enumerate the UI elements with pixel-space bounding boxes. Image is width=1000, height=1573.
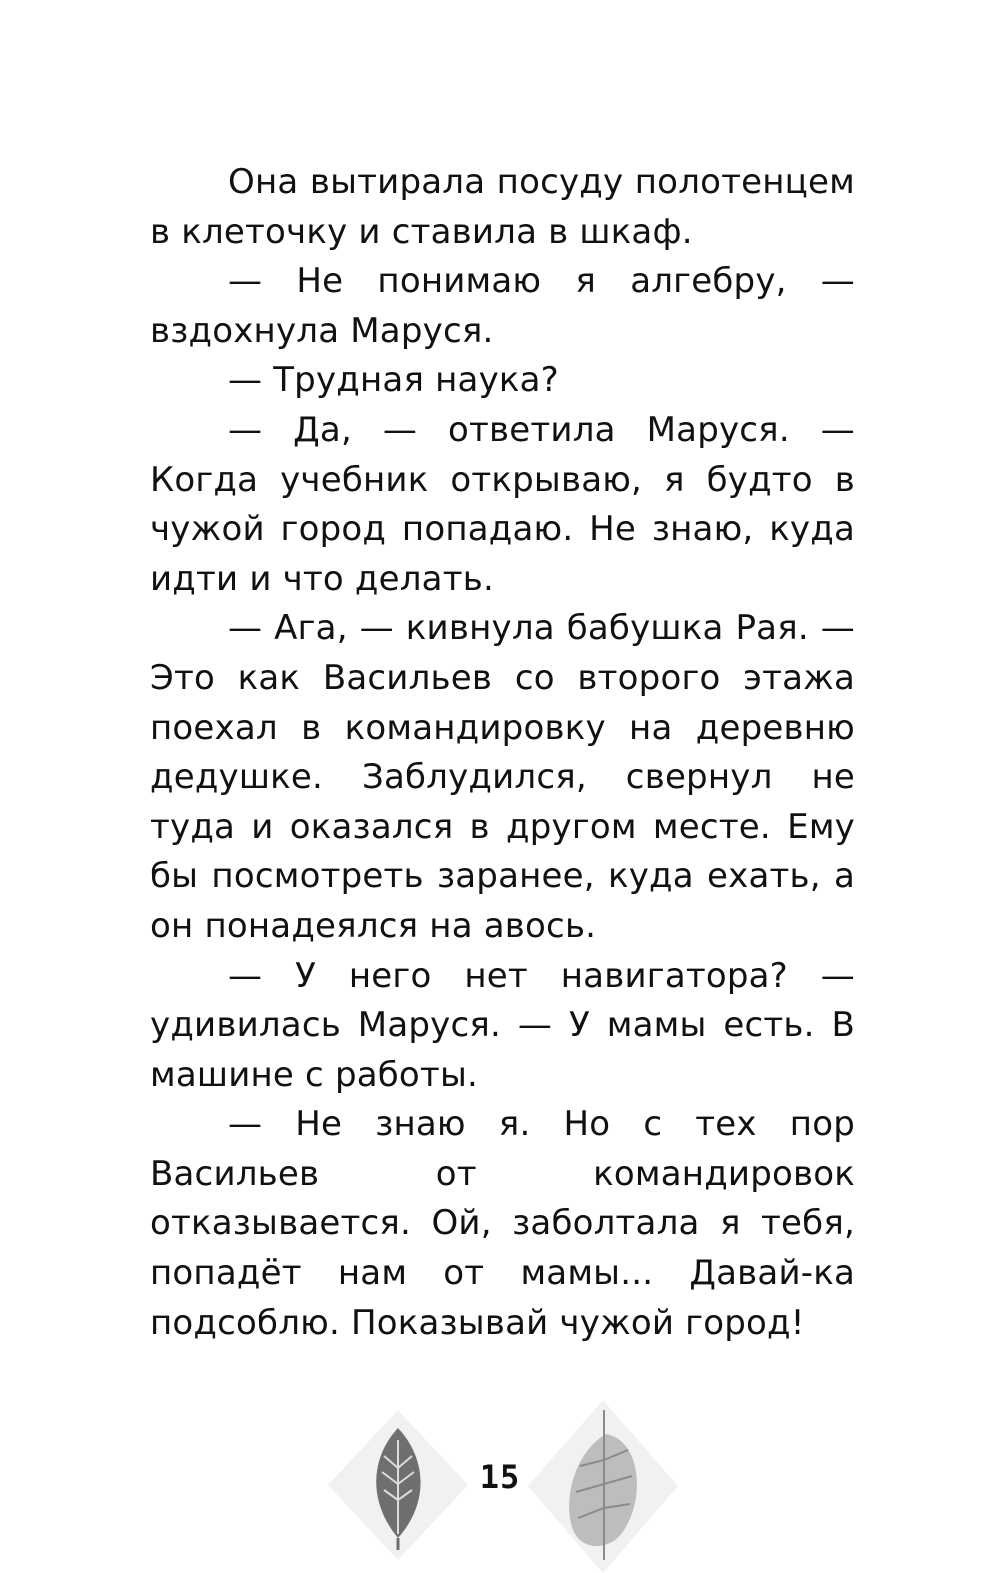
paragraph: — Не знаю я. Но с тех пор Васильев от командировок отказывается. Ой, заболтала я тебя, попадёт нам от мамы... Давай-ка подсоблю. Показывай чужой город! (150, 1104, 855, 1343)
paragraph: — Да, — ответила Маруся. — Когда учебник открываю, я будто в чужой город попадаю. Не знаю, куда идти и что делать. (150, 409, 855, 599)
paragraph: — Трудная наука? (228, 360, 559, 401)
page-footer (0, 1400, 1000, 1573)
paragraph: — У него нет навигатора? — удивилась Маруся. — У мамы есть. В машине с работы. (150, 955, 855, 1095)
page-text (150, 158, 855, 1348)
leaf-outline-icon (528, 1400, 678, 1573)
paragraph: — Не понимаю я алгебру, — вздохнула Маруся. (150, 261, 855, 351)
paragraph: — Ага, — кивнула бабушка Рая. — Это как Васильев со второго этажа поехал в командировку на деревню дедушке. Заблудился, свернул не туда и оказался в другом месте. Ему бы посмотреть заранее, куда ехать, а он понадеялся на авось. (150, 608, 855, 946)
page-number: 15 (479, 1458, 521, 1496)
paragraph: Она вытирала посуду полотенцем в клеточку и ставила в шкаф. (150, 162, 855, 252)
